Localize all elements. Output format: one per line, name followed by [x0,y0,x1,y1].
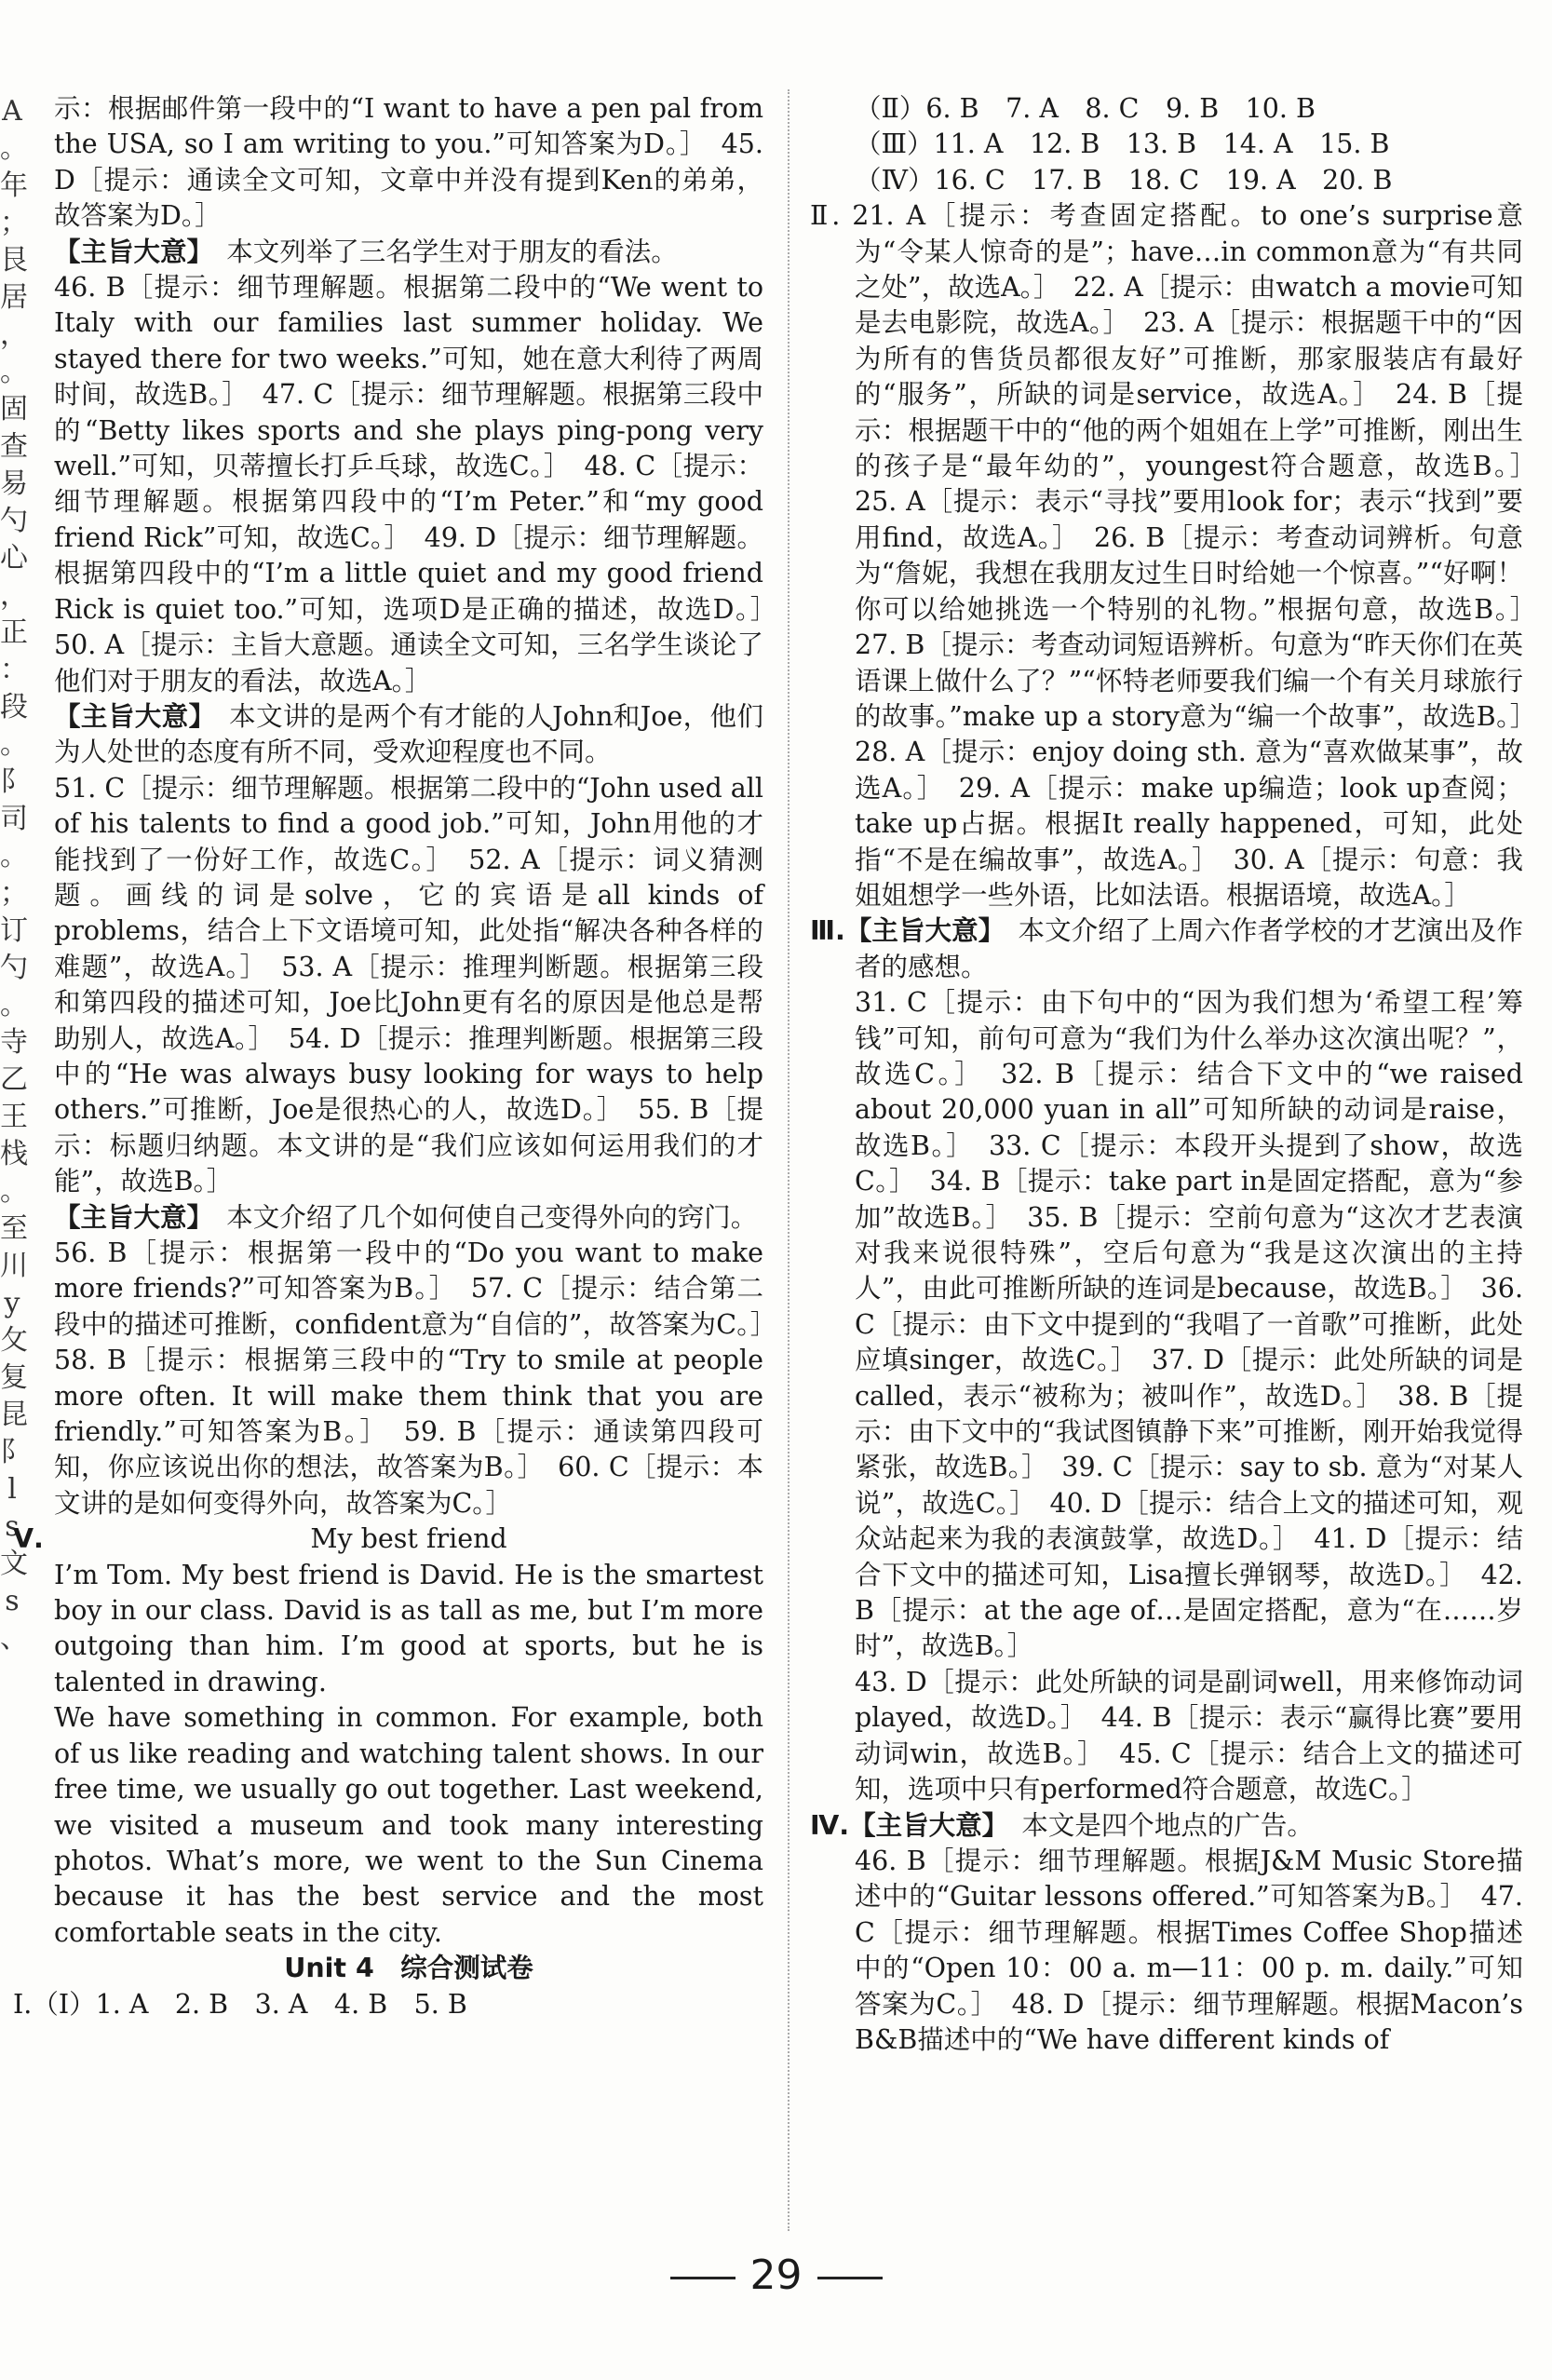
edge-fragment: ； [0,207,28,239]
answer-paragraph: （Ⅳ）16. C 17. B 18. C 19. A 20. B [855,164,1393,196]
page-number: 29 [749,2252,803,2299]
edge-fragment: 寺 [0,1026,28,1059]
edge-fragment: 订 [0,914,28,947]
edge-fragment: 昆 [0,1399,28,1431]
edge-fragment: 阝 [0,1436,28,1468]
unit-title: Unit 4 综合测试卷 [284,1953,533,1984]
main-idea-text: 本文讲的是两个有才能的人John和Joe，他们为人处世的态度有所不同，受欢迎程度也不同。 [54,700,763,768]
edge-fragment: 艮 [0,244,28,277]
edge-fragment: l [7,1473,17,1506]
answer-line: Ⅰ.（Ⅰ）1. A 2. B 3. A 4. B 5. B [13,1988,467,2020]
edge-fragment: 居 [0,281,28,314]
answer-paragraph: 51. C［提示：细节理解题。根据第二段中的“John used all of his talents to find a good job.”可知，John用他的才能找到了一份好工作，故选C。］ 52. A［提示：词义猜测题。画线的词是solve，它的宾语是all kinds of problems，结合上下文语境可知，此处指“解决各种各样的难题”，故选A。］ 53. A［提示：推理判断题。根据第三段和第四段的描述可知，Joe比John更有名的原因是他总是帮助别人，故选A。］ 54. D［提示：推理判断题。根据第三段中的“He was always busy looking for ways to help others.”可推断，Joe是很热心的人，故选D。］ 55. B［提示：标题归纳题。本文讲的是“我们应该如何运用我们的才能”，故选B。］ [54,772,763,1197]
edge-fragment: 。 [0,989,28,1021]
main-idea-paragraph [810,913,1523,985]
section-number: Ⅲ. [810,915,845,947]
composition-title: My best friend [310,1523,507,1555]
page-footer [0,2252,1552,2307]
edge-fragment: 。 [0,1175,28,1208]
answer-paragraph: （Ⅱ）6. B 7. A 8. C 9. B 10. B [855,93,1316,124]
edge-fragment: ； [0,877,28,910]
edge-fragment: ， [0,318,28,351]
edge-fragment: 乙 [0,1063,28,1096]
edge-fragment: 。 [0,356,28,388]
main-idea-label: 【主旨大意】 [849,1809,995,1841]
answer-paragraph: 46. B［提示：细节理解题。根据J&M Music Store描述中的“Guitar lessons offered.”可知答案为B。］ 47. C［提示：细节理解题。根据Times Coffee Shop描述中的“Open 10：00 a. m—11：00 p. m. daily.”可知答案为C。］ 48. D［提示：细节理解题。根据Macon’s B&B描述中的“We have different kinds of [855,1845,1523,2055]
main-idea-text: 本文是四个地点的广告。 [1021,1809,1314,1841]
edge-fragment: 至 [0,1212,28,1245]
section-number: Ⅳ. [810,1809,850,1841]
section-number: Ⅴ. [13,1523,44,1555]
edge-fragment: 王 [0,1101,28,1133]
edge-fragment: 阝 [0,765,28,798]
main-idea-text: 本文介绍了几个如何使自己变得外向的窍门。 [226,1201,758,1233]
answer-paragraph: （Ⅲ）11. A 12. B 13. B 14. A 15. B [855,128,1390,160]
edge-fragment: 攵 [0,1324,28,1357]
composition-paragraph: I’m Tom. My best friend is David. He is the smartest boy in our class. David is as tall as me, but I’m more outgoing than him. I’m good at sports, but he is talented in drawing. [54,1559,763,1697]
answer-paragraph: 31. C［提示：由下句中的“因为我们想为‘希望工程’筹钱”可知，前句可意为“我们为什么举办这次演出呢？”，故选C。］ 32. B［提示：结合下文中的“we raised about 20,000 yuan in all”可知所缺的动词是raise，故选B。］ 33. C［提示：本段开头提到了show，故选C。］ 34. B［提示：take part in是固定搭配，意为“参加”故选B。］ 35. B［提示：空前句意为“这次才艺表演对我来说很特殊”，空后句意为“我是这次演出的主持人”，由此可推断所缺的连词是because，故选B。］ 36. C［提示：由下文中提到的“我唱了一首歌”可推断，此处应填singer，故选C。］ 37. D［提示：此处所缺的词是called，表示“被称为；被叫作”，故选D。］ 38. B［提示：由下文中的“我试图镇静下来”可推断，刚开始我觉得紧张，故选B。］ 39. C［提示：say to sb. 意为“对某人说”，故选C。］ 40. D［提示：结合上文的描述可知，观众站起来为我的表演鼓掌，故选D。］ 41. D［提示：结合下文中的描述可知，Lisa擅长弹钢琴，故选D。］ 42. B［提示：at the age of…是固定搭配，意为“在……岁时”，故选B。］ [855,987,1523,1662]
footer-dash-left [670,2277,736,2279]
edge-fragment: 勺 [0,952,28,984]
edge-fragment: 、 [0,1622,28,1655]
answer-paragraph: 43. D［提示：此处所缺的词是副词well，用来修饰动词played，故选D。］ 44. B［提示：表示“赢得比赛”要用动词win，故选B。］ 45. C［提示：结合上文的描述可知，选项中只有performed符合题意，故选C。］ [855,1666,1523,1805]
footer-dash-right [817,2277,883,2279]
main-idea-paragraph [54,1200,763,1236]
answer-paragraph: Ⅱ. 21. A［提示：考查固定搭配。to one’s surprise意为“令某人惊奇的是”；have…in common意为“有共同之处”，故选A。］ 22. A［提示：由watch a movie可知是去电影院，故选A。］ 23. A［提示：根据题干中的“因为所有的售货员都很友好”可推断，那家服装店有最好的“服务”，所缺的词是service，故选A。］ 24. B［提示：根据题干中的“他的两个姐姐在上学”可推断，刚出生的孩子是“最年幼的”，youngest符合题意，故选B。］ 25. A［提示：表示“寻找”要用look for；表示“找到”要用find，故选A。］ 26. B［提示：考查动词辨析。句意为“詹妮，我想在我朋友过生日时给她一个惊喜。”“好啊！你可以给她挑选一个特别的礼物。”根据句意，故选B。］ 27. B［提示：考查动词短语辨析。句意为“昨天你们在英语课上做什么了？”“怀特老师要我们编一个有关月球旅行的故事。”make up a story意为“编一个故事”，故选B。］ 28. A［提示：enjoy doing sth. 意为“喜欢做某事”，故选A。］ 29. A［提示：make up编造；look up查阅；take up占据。根据It really happened，可知，此处指“不是在编故事”，故选A。］ 30. A［提示：句意：我姐姐想学一些外语，比如法语。根据语境，故选A。］ [810,200,1550,911]
edge-fragment: 川 [0,1250,28,1282]
edge-fragment: ： [0,654,28,686]
main-idea-label: 【主旨大意】 [54,700,203,732]
edge-fragment: y [4,1287,20,1319]
edge-fragment: 司 [0,803,28,835]
edge-fragment: 易 [0,467,28,500]
edge-fragment: 正 [0,616,28,649]
column-divider [788,89,790,2231]
answer-paragraph: 46. B［提示：细节理解题。根据第二段中的“We went to Italy with our families last summer holiday. We stayed there for two weeks.”可知，她在意大利待了两周时间，故选B。］ 47. C［提示：细节理解题。根据第三段中的“Betty likes sports and she plays ping-pong very well.”可知，贝蒂擅长打乒乓球，故选C。］ 48. C［提示：细节理解题。根据第四段中的“I’m Peter.”和“my good friend Rick”可知，故选C。］ 49. D［提示：细节理解题。根据第四段中的“I’m a little quiet and my good friend Rick is quiet too.”可知，选项D是正确的描述，故选D。］ 50. A［提示：主旨大意题。通读全文可知，三名学生谈论了他们对于朋友的看法，故选A。］ [54,272,790,696]
main-idea-label: 【主旨大意】 [54,1201,200,1233]
main-idea-text: 本文列举了三名学生对于朋友的看法。 [226,236,678,267]
composition-header [13,1521,763,1557]
edge-fragment: 。 [0,840,28,872]
edge-fragment: 。 [0,132,28,165]
edge-fragment: 固 [0,393,28,426]
edge-fragment: 段 [0,691,28,723]
edge-fragment: s [5,1510,20,1543]
left-column [13,91,790,2022]
edge-fragment: 栈 [0,1138,28,1170]
main-idea-paragraph [810,1808,1523,1844]
edge-fragment: 文 [0,1548,28,1580]
edge-fragment: 心 [0,542,28,575]
main-idea-label: 【主旨大意】 [54,236,200,267]
answer-paragraph: 56. B［提示：根据第一段中的“Do you want to make more friends?”可知答案为B。］ 57. C［提示：结合第二段中的描述可推断，confident意为“自信的”，故答案为C。］ 58. B［提示：根据第三段中的“Try to smile at people more often. It will make them think that you are friendly.”可知答案为B。］ 59. B［提示：通读第四段可知，你应该说出你的想法，故答案为B。］ 60. C［提示：本文讲的是如何变得外向，故答案为C。］ [54,1237,790,1519]
edge-fragment: 勺 [0,505,28,537]
edge-fragment: A [2,95,22,128]
edge-fragment: 。 [0,728,28,761]
edge-fragment: 复 [0,1361,28,1394]
main-idea-paragraph [54,235,763,270]
main-idea-text: 本文介绍了上周六作者学校的才艺演出及作者的感想。 [855,915,1523,982]
edge-fragment: 年 [0,169,28,202]
answer-paragraph: 示：根据邮件第一段中的“I want to have a pen pal from the USA, so I am writing to you.”可知答案为D。］ 45. D［提示：通读全文可知，文章中并没有提到Ken的弟弟，故答案为D。］ [54,93,763,232]
composition-paragraph: We have something in common. For example, both of us like reading and watching talent shows. In our free time, we usually go out together. Last weekend, we visited a museum and took many interesting photos. What’s more, we went to the Sun Cinema because it has the best service and the most comfortable seats in the city. [54,1702,763,1948]
page-edge-fragments [0,93,28,2216]
main-idea-paragraph [54,699,763,771]
edge-fragment: s [5,1585,20,1617]
main-idea-label: 【主旨大意】 [844,915,992,947]
right-column [810,91,1550,2058]
edge-fragment: ， [0,579,28,612]
edge-fragment: 查 [0,430,28,463]
